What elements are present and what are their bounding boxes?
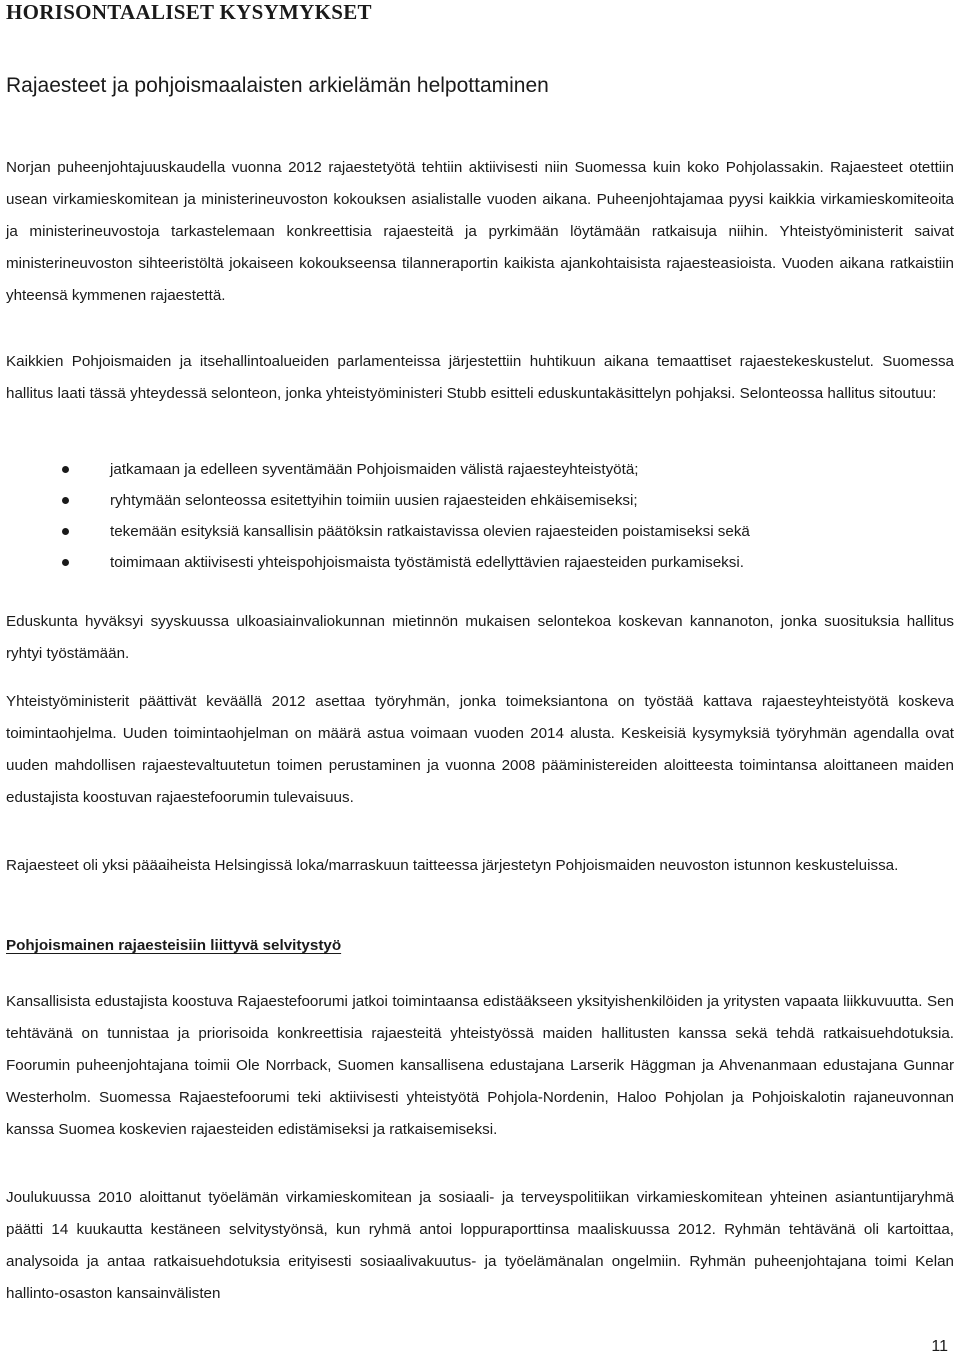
list-item-text: jatkamaan ja edelleen syventämään Pohjoismaiden välistä rajaesteyhteistyötä; bbox=[110, 461, 639, 478]
list-item bbox=[6, 547, 954, 578]
paragraph-intro: Norjan puheenjohtajuuskaudella vuonna 2012 rajaestetyötä tehtiin aktiivisesti niin Suomessa kuin koko Pohjolassakin. Rajaesteet otettiin usean virkamieskomitean ja ministerineuvoston kokouksen asialistalle vuoden aikana. Puheenjohtajamaa pyysi kaikkia virkamieskomiteoita ja ministerineuvostoja tarkastelemaan konkreettisia rajaesteitä ja pyrkimään löytämään ratkaisuja niihin. Yhteistyöministerit saivat ministerineuvoston sihteeristöltä jokaiseen kokoukseensa tilanneraportin kaikista ajankohtaisista rajaesteasioista. Vuoden aikana ratkaistiin yhteensä kymmenen rajaestettä. bbox=[6, 159, 954, 304]
list-item bbox=[6, 454, 954, 485]
list-item-text: tekemään esityksiä kansallisin päätöksin ratkaistavissa olevien rajaesteiden poistamiseksi sekä bbox=[110, 523, 750, 540]
section-title: Rajaesteet ja pohjoismaalaisten arkielämän helpottaminen bbox=[6, 74, 549, 97]
list-item bbox=[6, 516, 954, 547]
bullet-icon bbox=[62, 466, 69, 473]
paragraph-expert-group: Joulukuussa 2010 aloittanut työelämän virkamieskomitean ja sosiaali- ja terveyspolitiikan virkamieskomitean yhteinen asiantuntijaryhmä päätti 14 kuukautta kestäneen selvitystyönsä, kun ryhmä antoi loppuraporttinsa maaliskuussa 2012. Ryhmän tehtävänä oli kartoittaa, analysoida ja antaa ratkaisuehdotuksia erityisesti sosiaalivakuutus- ja työelämänalan ongelmiin. Ryhmän puheenjohtajana toimi Kelan hallinto-osaston kansainvälisten bbox=[6, 1189, 954, 1302]
paragraph-eduskunta: Eduskunta hyväksyi syyskuussa ulkoasiainvaliokunnan mietinnön mukaisen selontekoa koskevan kannanoton, jonka suosituksia hallitus ryhtyi työstämään. bbox=[6, 613, 954, 662]
bullet-icon bbox=[62, 559, 69, 566]
bullet-icon bbox=[62, 528, 69, 535]
commitment-list bbox=[6, 454, 954, 578]
document-heading: HORISONTAALISET KYSYMYKSET bbox=[6, 0, 372, 24]
paragraph-border-forum: Kansallisista edustajista koostuva Rajaestefoorumi jatkoi toimintaansa edistääkseen yksityishenkilöiden ja yritysten vapaata liikkuvuutta. Sen tehtävänä on tunnistaa ja priorisoida konkreettisia rajaesteitä yhteistyössä maiden hallitusten kanssa sekä tehdä ratkaisuehdotuksia. Foorumin puheenjohtajana toimii Ole Norrback, Suomen kansallisena edustajana Larserik Häggman ja Ahvenanmaan edustajana Gunnar Westerholm. Suomessa Rajaestefoorumi teki aktiivisesti yhteistyötä Pohjola-Nordenin, Haloo Pohjolan ja Pohjoiskalotin rajaneuvonnan kanssa Suomea koskevien rajaesteiden edistämiseksi ja ratkaisemiseksi. bbox=[6, 993, 954, 1138]
paragraph-action-programme: Yhteistyöministerit päättivät keväällä 2012 asettaa työryhmän, jonka toimeksiantona on työstää kattava rajaesteyhteistyötä koskeva toimintaohjelma. Uuden toimintaohjelman on määrä astua voimaan vuoden 2014 alusta. Keskeisiä kysymyksiä työryhmän agendalla ovat uuden mahdollisen rajaestevaltuutetun toimen perustaminen ja vuonna 2008 pääministereiden aloitteesta toimintansa aloittaneen maiden edustajista koostuvan rajaestefoorumin tulevaisuus. bbox=[6, 693, 954, 806]
paragraph-parliament: Kaikkien Pohjoismaiden ja itsehallintoalueiden parlamenteissa järjestettiin huhtikuun aikana temaattiset rajaestekeskustelut. Suomessa hallitus laati tässä yhteydessä selonteon, jonka yhteistyöministeri Stubb esitteli eduskuntakäsittelyn pohjaksi. Selonteossa hallitus sitoutuu: bbox=[6, 353, 954, 402]
list-item-text: ryhtymään selonteossa esitettyihin toimiin uusien rajaesteiden ehkäisemiseksi; bbox=[110, 492, 638, 509]
paragraph-nordic-council: Rajaesteet oli yksi pääaiheista Helsingissä loka/marraskuun taitteessa järjestetyn Pohjoismaiden neuvoston istunnon keskusteluissa. bbox=[6, 857, 899, 874]
subheading: Pohjoismainen rajaesteisiin liittyvä selvitystyö bbox=[6, 937, 342, 954]
bullet-icon bbox=[62, 497, 69, 504]
list-item bbox=[6, 485, 954, 516]
page-number: 11 bbox=[931, 1338, 948, 1355]
list-item-text: toimimaan aktiivisesti yhteispohjoismaista työstämistä edellyttävien rajaesteiden purkamiseksi. bbox=[110, 554, 744, 571]
